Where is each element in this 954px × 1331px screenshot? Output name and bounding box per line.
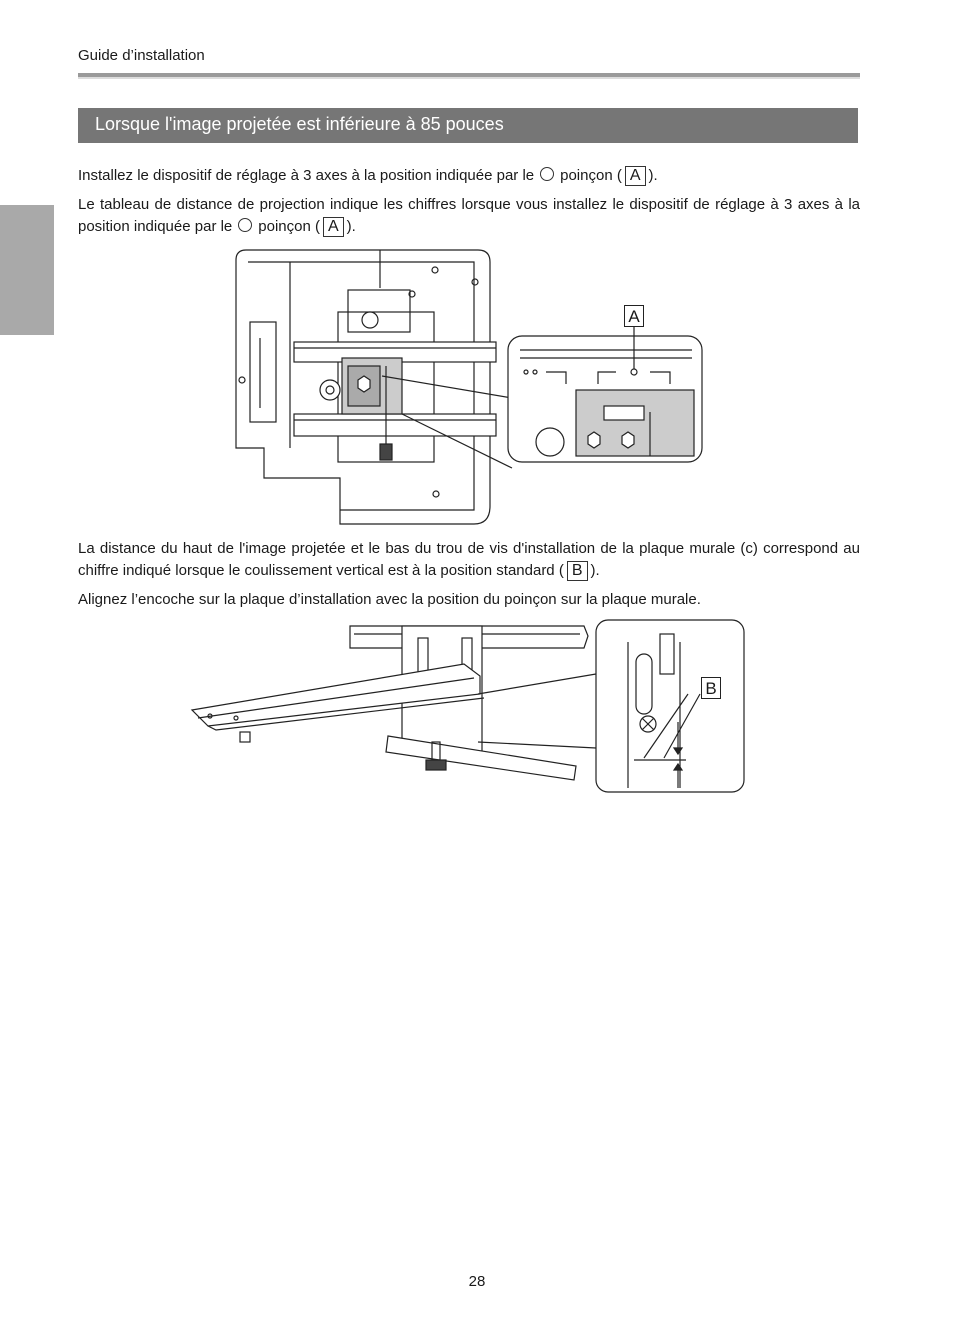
page-header: Guide d’installation [78,47,205,64]
header-rule [78,73,860,79]
paragraph-1-text: Installez le dispositif de réglage à 3 axes à la position indiquée par le [78,167,535,184]
paragraph-1-text-mid: poinçon ( [560,167,622,184]
callout-label-a: A [624,305,644,327]
paragraph-2 [78,194,860,238]
paragraph-2-text-end: ). [346,218,356,235]
paragraph-3-text: La distance du haut de l'image projetée et le bas du trou de vis d'installation de la plaque murale (c) correspond au chiffre indiqué lorsque le coulissement vertical est à la position standard ( [78,540,860,579]
page-number: 28 [468,1273,486,1290]
section-title: Lorsque l'image projetée est inférieure à 85 pouces [95,114,504,134]
section-title-bar [78,108,858,143]
paragraph-2-text-mid: poinçon ( [258,218,320,235]
circle-mark-icon [540,167,554,181]
figure-adjuster-position [230,248,708,528]
callout-label-b: B [701,677,721,699]
paragraph-1-text-end: ). [648,167,658,184]
paragraph-3-text-end: ). [590,562,600,579]
label-b-inline: B [567,561,588,581]
circle-mark-icon [238,218,252,232]
figure-notch-alignment [188,618,748,796]
label-a-inline: A [625,166,646,186]
side-tab [0,205,54,335]
paragraph-3 [78,538,860,582]
label-a-inline: A [323,217,344,237]
paragraph-2-text: Le tableau de distance de projection indique les chiffres lorsque vous installez le dispositif de réglage à 3 axes à la position indiquée par le [78,196,860,235]
paragraph-1 [78,165,860,187]
paragraph-4: Alignez l’encoche sur la plaque d’installation avec la position du poinçon sur la plaque murale. [78,591,701,608]
